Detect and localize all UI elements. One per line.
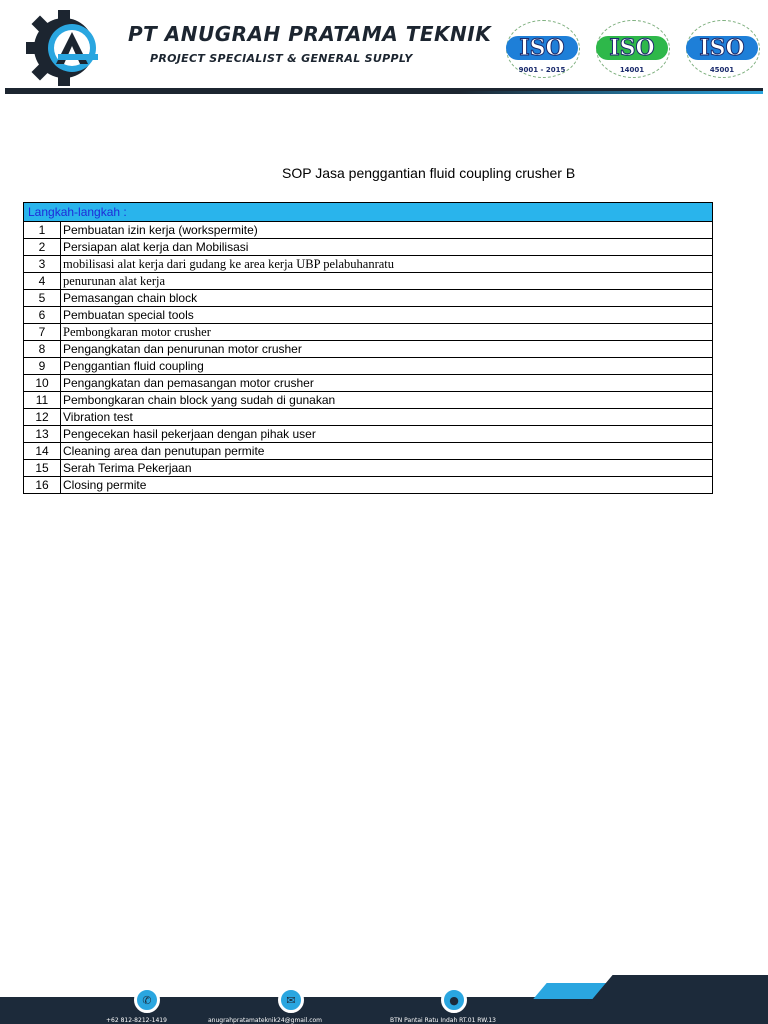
footer-address: BTN Pantai Ratu Indah RT.01 RW.13 (390, 1017, 496, 1024)
step-text: penurunan alat kerja (61, 273, 713, 290)
iso-code: 9001 - 2015 (518, 66, 566, 74)
step-text: Cleaning area dan penutupan permite (61, 443, 713, 460)
table-header-cell: Langkah-langkah : (24, 203, 713, 222)
step-number: 7 (24, 324, 61, 341)
letterhead-footer (0, 975, 768, 1024)
table-row (24, 477, 713, 494)
step-number: 9 (24, 358, 61, 375)
iso-45001-badge (680, 18, 764, 78)
iso-label: ISO (686, 36, 758, 60)
iso-label: ISO (596, 36, 668, 60)
step-number: 5 (24, 290, 61, 307)
table-row (24, 222, 713, 239)
step-number: 16 (24, 477, 61, 494)
table-row (24, 426, 713, 443)
step-number: 10 (24, 375, 61, 392)
step-number: 12 (24, 409, 61, 426)
step-text: Pembuatan izin kerja (workspermite) (61, 222, 713, 239)
step-text: Pengangkatan dan penurunan motor crusher (61, 341, 713, 358)
step-number: 6 (24, 307, 61, 324)
phone-icon: ✆ (134, 987, 160, 1013)
table-row (24, 443, 713, 460)
footer-email: anugrahpratamateknik24@gmail.com (208, 1017, 323, 1024)
step-text: Penggantian fluid coupling (61, 358, 713, 375)
footer-phone: +62 812-8212-1419 (106, 1017, 167, 1024)
step-number: 1 (24, 222, 61, 239)
step-text: Pembongkaran chain block yang sudah di gunakan (61, 392, 713, 409)
step-text: Pengangkatan dan pemasangan motor crusher (61, 375, 713, 392)
step-text: Pengecekan hasil pekerjaan dengan pihak user (61, 426, 713, 443)
step-number: 14 (24, 443, 61, 460)
location-pin-icon: ● (441, 987, 467, 1013)
table-row (24, 392, 713, 409)
table-header-row (24, 203, 713, 222)
step-number: 4 (24, 273, 61, 290)
table-row (24, 358, 713, 375)
step-text: Serah Terima Pekerjaan (61, 460, 713, 477)
step-text: Closing permite (61, 477, 713, 494)
step-number: 3 (24, 256, 61, 273)
sop-steps-table (23, 202, 713, 494)
company-tagline: PROJECT SPECIALIST & GENERAL SUPPLY (150, 52, 413, 65)
step-text: Vibration test (61, 409, 713, 426)
table-row (24, 460, 713, 477)
table-row (24, 239, 713, 256)
step-text: mobilisasi alat kerja dari gudang ke area kerja UBP pelabuhanratu (61, 256, 713, 273)
step-number: 13 (24, 426, 61, 443)
iso-label: ISO (506, 36, 578, 60)
header-divider-accent (5, 91, 763, 94)
iso-9001-badge (500, 18, 584, 78)
step-text: Pembuatan special tools (61, 307, 713, 324)
table-row (24, 256, 713, 273)
step-text: Pembongkaran motor crusher (61, 324, 713, 341)
step-number: 11 (24, 392, 61, 409)
table-row (24, 273, 713, 290)
company-name: PT ANUGRAH PRATAMA TEKNIK (128, 22, 492, 46)
footer-dark-stripe (587, 975, 768, 1005)
step-text: Persiapan alat kerja dan Mobilisasi (61, 239, 713, 256)
table-row (24, 341, 713, 358)
step-text: Pemasangan chain block (61, 290, 713, 307)
iso-code: 45001 (709, 66, 735, 74)
company-logo-gear-icon (22, 8, 122, 86)
table-row (24, 409, 713, 426)
table-row (24, 290, 713, 307)
table-row (24, 307, 713, 324)
table-row (24, 324, 713, 341)
table-row (24, 375, 713, 392)
step-number: 8 (24, 341, 61, 358)
iso-14001-badge (590, 18, 674, 78)
step-number: 2 (24, 239, 61, 256)
iso-code: 14001 (619, 66, 645, 74)
step-number: 15 (24, 460, 61, 477)
email-icon: ✉ (278, 987, 304, 1013)
document-title: SOP Jasa penggantian fluid coupling crusher B (282, 165, 576, 181)
letterhead (0, 0, 768, 95)
